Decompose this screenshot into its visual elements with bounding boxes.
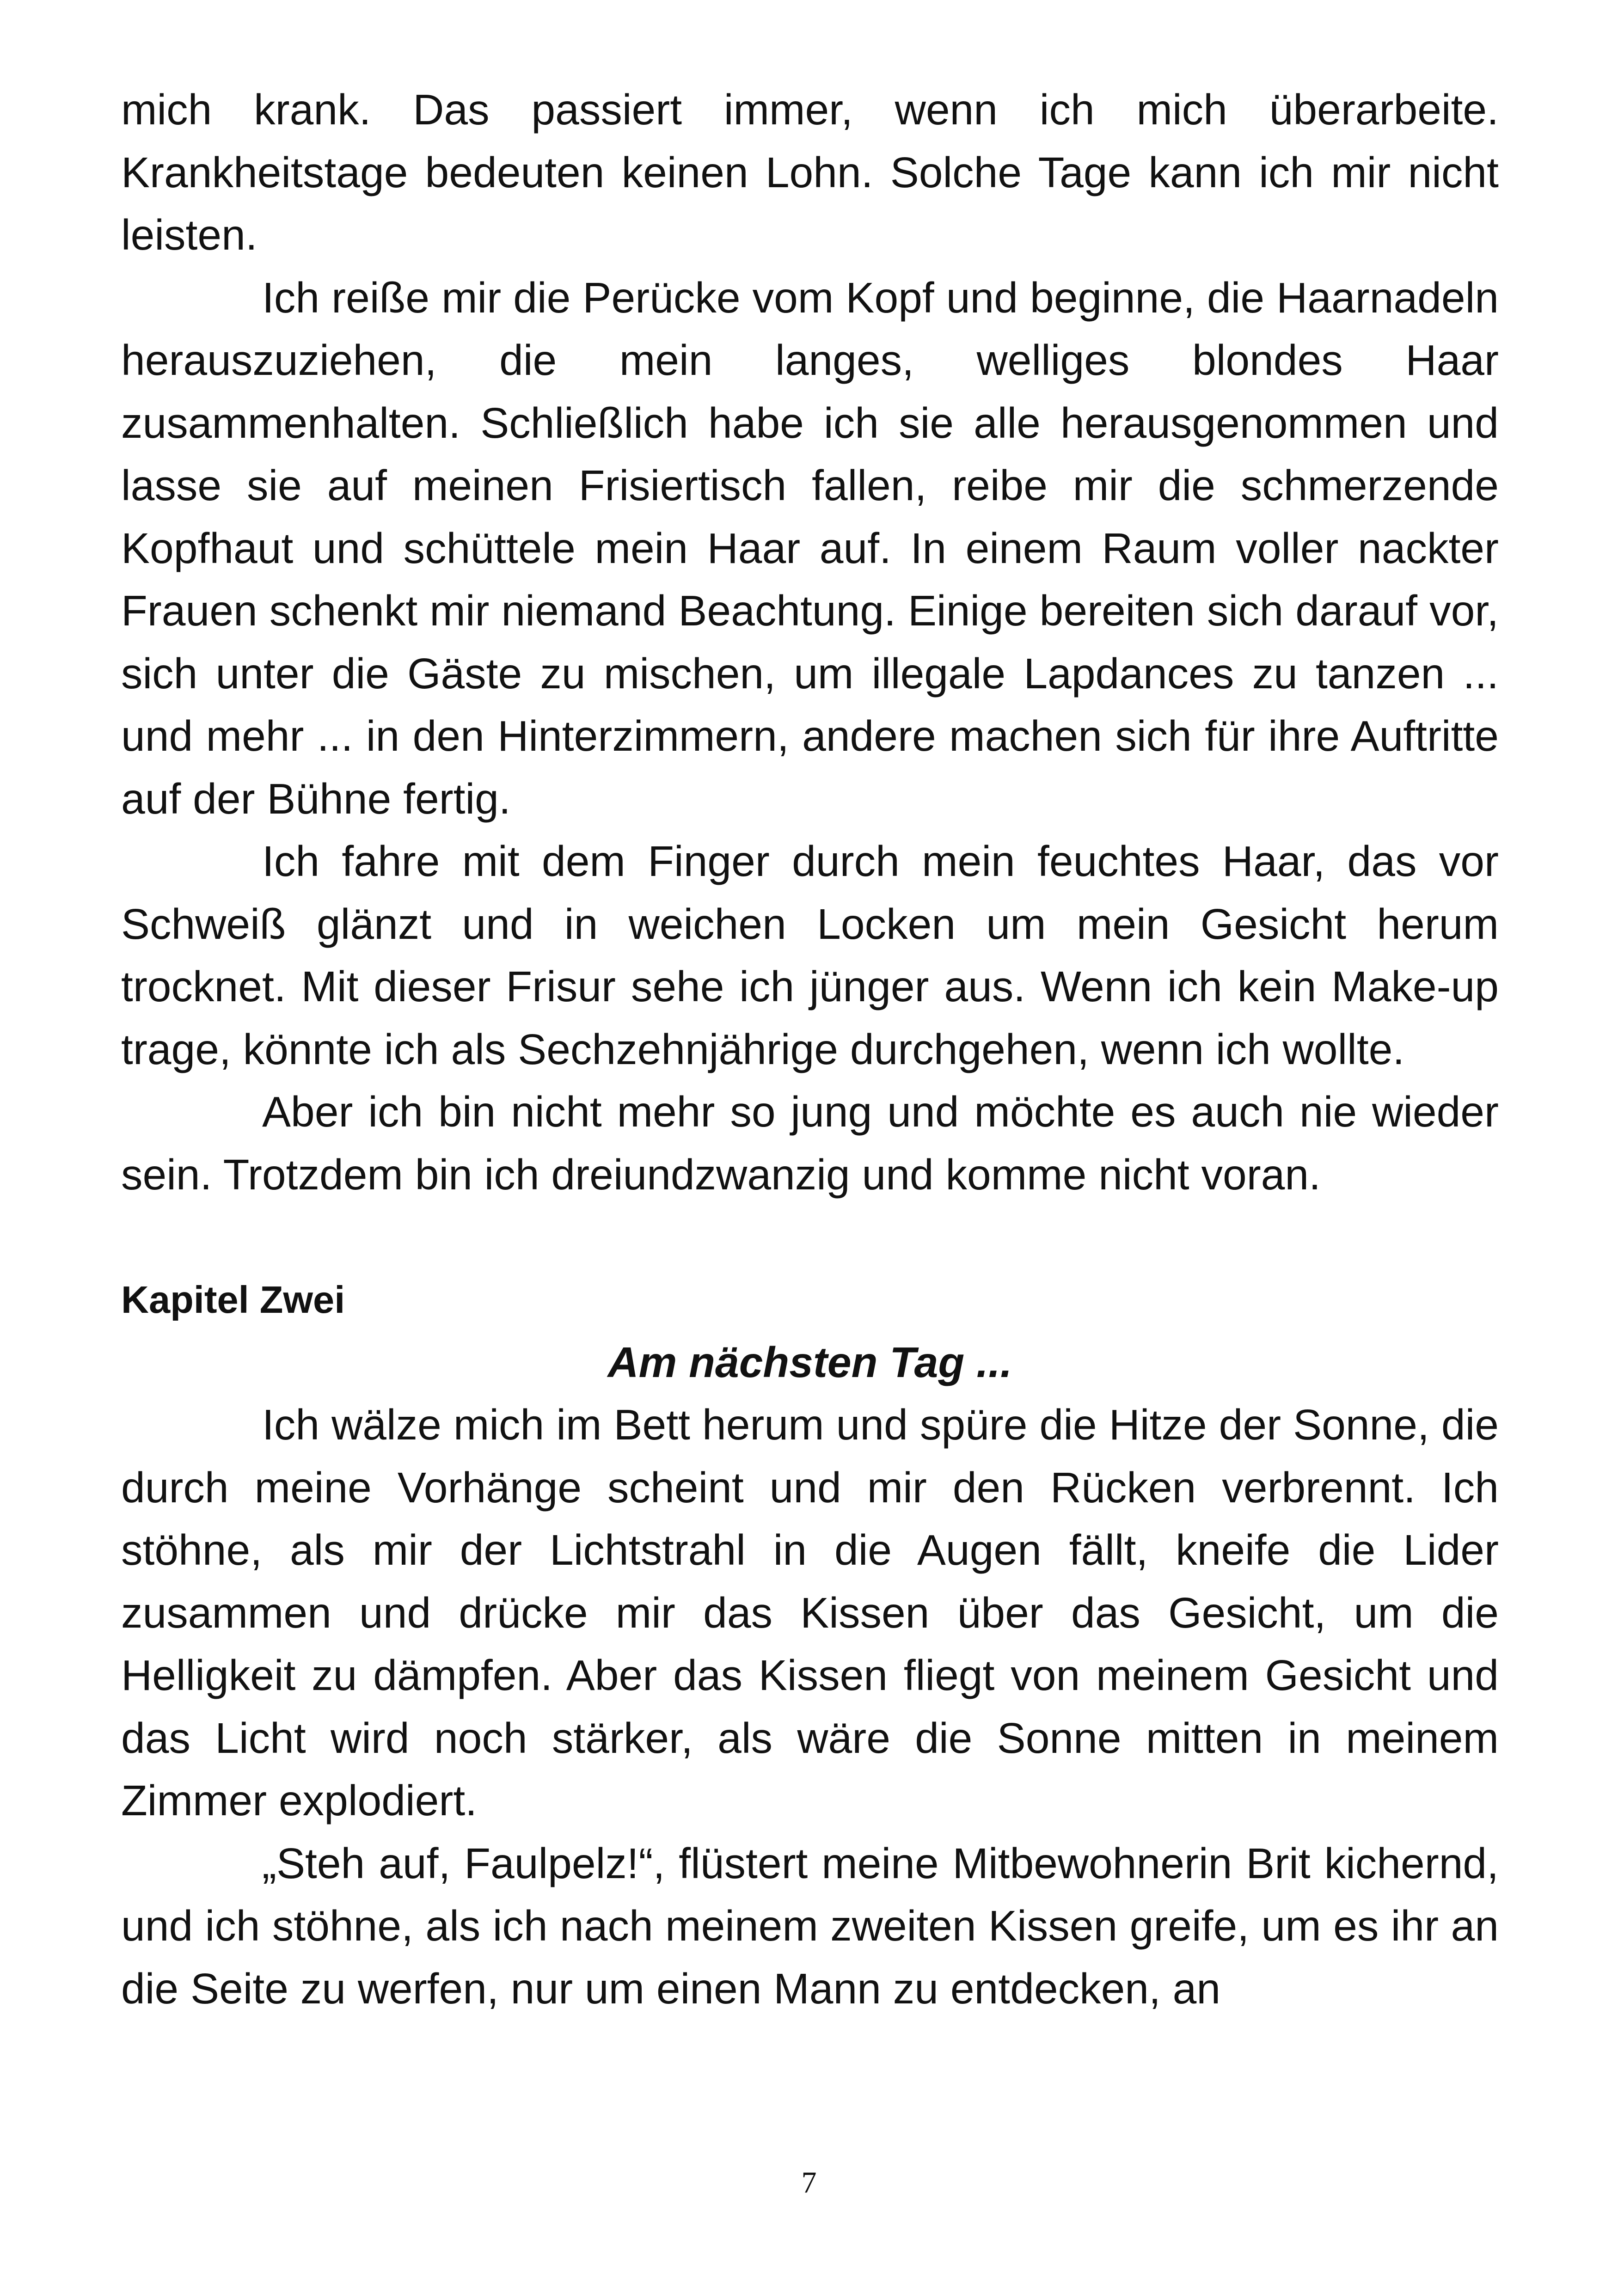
book-page xyxy=(121,79,1499,2020)
paragraph-1: mich krank. Das passiert immer, wenn ich mich überarbeite. Krankheitstage bedeuten keinen Lohn. Solche Tage kann ich mir nicht leisten. xyxy=(121,86,1499,259)
paragraph-2: Ich reiße mir die Perücke vom Kopf und beginne, die Haarnadeln herauszuziehen, die mein langes, welliges blondes Haar zusammenhalten. Schließlich habe ich sie alle herausgenommen und lasse sie auf meinen Frisiertisch fallen, reibe mir die schmerzende Kopfhaut und schüttele mein Haar auf. In einem Raum voller nackter Frauen schenkt mir niemand Beachtung. Einige bereiten sich darauf vor, sich unter die Gäste zu mischen, um illegale Lapdances zu tanzen ... und mehr ... in den Hinterzimmern, andere machen sich für ihre Auftritte auf der Bühne fertig. xyxy=(121,273,1499,823)
paragraph-5: Ich wälze mich im Bett herum und spüre die Hitze der Sonne, die durch meine Vorhänge scheint und mir den Rücken verbrennt. Ich stöhne, als mir der Lichtstrahl in die Augen fällt, kneife die Lider zusammen und drücke mir das Kissen über das Gesicht, um die Helligkeit zu dämpfen. Aber das Kissen fliegt von meinem Gesicht und das Licht wird noch stärker, als wäre die Sonne mitten in meinem Zimmer explodiert. xyxy=(121,1401,1499,1825)
chapter-heading: Kapitel Zwei xyxy=(121,1278,345,1321)
paragraph-3: Ich fahre mit dem Finger durch mein feuchtes Haar, das vor Schweiß glänzt und in weichen Locken um mein Gesicht herum trocknet. Mit dieser Frisur sehe ich jünger aus. Wenn ich kein Make-up trage, könnte ich als Sechzehnjährige durchgehen, wenn ich wollte. xyxy=(121,837,1499,1073)
page-number: 7 xyxy=(801,2166,817,2199)
paragraph-4: Aber ich bin nicht mehr so jung und möchte es auch nie wieder sein. Trotzdem bin ich dreiundzwanzig und komme nicht voran. xyxy=(121,1088,1499,1199)
paragraph-6: „Steh auf, Faulpelz!“, flüstert meine Mitbewohnerin Brit kichernd, und ich stöhne, als ich nach meinem zweiten Kissen greife, um es ihr an die Seite zu werfen, nur um einen Mann zu entdecken, an xyxy=(121,1839,1499,2013)
chapter-subheading: Am nächsten Tag ... xyxy=(607,1338,1012,1386)
